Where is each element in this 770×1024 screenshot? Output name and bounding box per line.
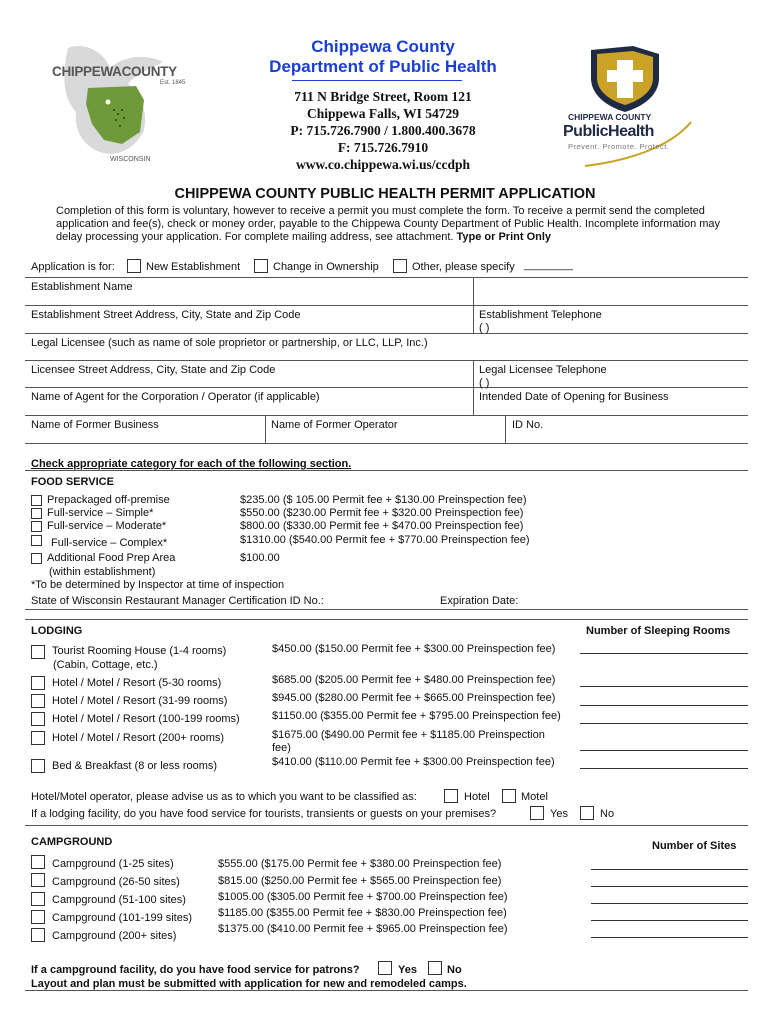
hotel-100-199-label: Hotel / Motel / Resort (100-199 rooms) <box>52 713 240 725</box>
prepackaged-label: Prepackaged off-premise <box>47 494 170 506</box>
full-service-simple-checkbox[interactable] <box>31 508 42 519</box>
hotel-31-99-checkbox[interactable] <box>31 694 45 708</box>
campground-food-no-label: No <box>447 964 462 976</box>
new-establishment-checkbox[interactable] <box>127 259 141 273</box>
tourist-rooming-rooms-blank[interactable] <box>580 653 748 654</box>
hotel-100-199-rooms-blank[interactable] <box>580 723 748 724</box>
address-line: Chippewa Falls, WI 54729 <box>306 106 460 121</box>
county-logo-text: CHIPPEWACOUNTY <box>52 64 177 79</box>
establishment-name-field[interactable]: Establishment Name <box>31 281 133 293</box>
lodging-food-no-checkbox[interactable] <box>580 806 594 820</box>
full-service-complex-fee: $1310.00 ($540.00 Permit fee + $770.00 Preinspection fee) <box>240 534 530 546</box>
campground-food-question: If a campground facility, do you have food service for patrons? <box>31 964 360 976</box>
county-logo <box>48 40 188 165</box>
campground-food-no-checkbox[interactable] <box>428 961 442 975</box>
campground-51-100-label: Campground (51-100 sites) <box>52 894 186 906</box>
other-specify-blank[interactable]: ________ <box>524 259 573 271</box>
eagle-wisconsin-logo-icon <box>48 40 188 165</box>
full-service-complex-checkbox[interactable] <box>31 535 42 546</box>
form-rule <box>25 360 748 361</box>
campground-51-100-sites-blank[interactable] <box>591 903 748 904</box>
full-service-moderate-label: Full-service – Moderate* <box>47 520 167 532</box>
phone-line: P: 715.726.7900 / 1.800.400.3678 <box>290 123 476 138</box>
lodging-food-no-label: No <box>600 808 615 820</box>
prepackaged-checkbox[interactable] <box>31 495 42 506</box>
hotel-label: Hotel <box>464 791 490 803</box>
lodging-heading: LODGING <box>31 625 83 637</box>
campground-200-plus-fee: $1375.00 ($410.00 Permit fee + $965.00 Preinspection fee) <box>218 923 508 935</box>
former-business-field[interactable]: Name of Former Business <box>31 419 159 431</box>
campground-26-50-fee: $815.00 ($250.00 Permit fee + $565.00 Preinspection fee) <box>218 875 502 887</box>
hotel-200-plus-fee-cont: fee) <box>272 742 291 754</box>
licensee-address-field[interactable]: Licensee Street Address, City, State and Zip Code <box>31 364 276 376</box>
hotel-5-30-fee: $685.00 ($205.00 Permit fee + $480.00 Preinspection fee) <box>272 674 556 686</box>
hotel-100-199-fee: $1150.00 ($355.00 Permit fee + $795.00 Preinspection fee) <box>272 710 561 722</box>
campground-200-plus-label: Campground (200+ sites) <box>52 930 177 942</box>
bed-breakfast-rooms-blank[interactable] <box>580 768 748 769</box>
page-title: CHIPPEWA COUNTY PUBLIC HEALTH PERMIT APPLICATION <box>174 186 596 202</box>
tourist-rooming-fee: $450.00 ($150.00 Permit fee + $300.00 Preinspection fee) <box>272 643 556 655</box>
bed-breakfast-label: Bed & Breakfast (8 or less rooms) <box>52 760 218 772</box>
full-service-moderate-checkbox[interactable] <box>31 521 42 532</box>
campground-food-yes-checkbox[interactable] <box>378 961 392 975</box>
campground-heading: CAMPGROUND <box>31 836 113 848</box>
inspector-note: *To be determined by Inspector at time of inspection <box>31 579 285 591</box>
bed-breakfast-fee: $410.00 ($110.00 Permit fee + $300.00 Preinspection fee) <box>272 756 555 768</box>
bed-breakfast-checkbox[interactable] <box>31 759 45 773</box>
hotel-200-plus-label: Hotel / Motel / Resort (200+ rooms) <box>52 732 225 744</box>
other-checkbox[interactable] <box>393 259 407 273</box>
within-establishment-note: (within establishment) <box>49 566 156 578</box>
layout-plan-note: Layout and plan must be submitted with application for new and remodeled camps. <box>31 978 467 990</box>
hotel-200-plus-rooms-blank[interactable] <box>580 750 748 751</box>
additional-food-prep-checkbox[interactable] <box>31 553 42 564</box>
section-rule <box>25 619 748 620</box>
shield-cross-icon <box>555 42 705 172</box>
lodging-food-yes-checkbox[interactable] <box>530 806 544 820</box>
classify-question: Hotel/Motel operator, please advise us as to which you want to be classified as: <box>31 791 417 803</box>
hotel-200-plus-fee: $1675.00 ($490.00 Permit fee + $1185.00 Preinspection <box>272 729 545 741</box>
additional-food-prep-fee: $100.00 <box>240 552 280 564</box>
campground-26-50-sites-blank[interactable] <box>591 886 748 887</box>
campground-101-199-sites-blank[interactable] <box>591 920 748 921</box>
lodging-food-yes-label: Yes <box>550 808 568 820</box>
hotel-100-199-checkbox[interactable] <box>31 712 45 726</box>
campground-101-199-fee: $1185.00 ($355.00 Permit fee + $830.00 Preinspection fee) <box>218 907 507 919</box>
address-line: 711 N Bridge Street, Room 121 <box>294 89 472 104</box>
change-ownership-label: Change in Ownership <box>273 261 379 273</box>
campground-food-yes-label: Yes <box>398 964 417 976</box>
campground-51-100-fee: $1005.00 ($305.00 Permit fee + $700.00 Preinspection fee) <box>218 891 508 903</box>
change-ownership-checkbox[interactable] <box>254 259 268 273</box>
campground-200-plus-checkbox[interactable] <box>31 928 45 942</box>
form-divider <box>265 415 266 443</box>
licensee-telephone-parens: ( ) <box>479 377 490 389</box>
form-rule <box>25 387 748 388</box>
check-category-heading: Check appropriate category for each of the following section. <box>31 458 352 470</box>
manager-cert-field[interactable]: State of Wisconsin Restaurant Manager Certification ID No.: <box>31 595 324 607</box>
section-rule <box>25 990 748 991</box>
new-establishment-label: New Establishment <box>146 261 241 273</box>
form-rule <box>25 333 748 334</box>
header-rule <box>292 80 462 81</box>
motel-checkbox[interactable] <box>502 789 516 803</box>
form-divider <box>473 360 474 415</box>
campground-1-25-sites-blank[interactable] <box>591 869 748 870</box>
hotel-checkbox[interactable] <box>444 789 458 803</box>
cabin-cottage-note: (Cabin, Cottage, etc.) <box>53 659 158 671</box>
campground-101-199-label: Campground (101-199 sites) <box>52 912 193 924</box>
establishment-telephone-parens: ( ) <box>479 322 490 334</box>
public-health-logo <box>555 42 705 172</box>
hotel-5-30-rooms-blank[interactable] <box>580 686 748 687</box>
full-service-simple-label: Full-service – Simple* <box>47 507 154 519</box>
ph-logo-tagline: Prevent. Promote. Protect. <box>568 142 670 151</box>
full-service-complex-label: Full-service – Complex* <box>51 537 168 549</box>
address-block <box>258 88 508 173</box>
street-address-field[interactable]: Establishment Street Address, City, State and Zip Code <box>31 309 301 321</box>
website-line: www.co.chippewa.wi.us/ccdph <box>295 157 471 172</box>
full-service-moderate-fee: $800.00 ($330.00 Permit fee + $470.00 Preinspection fee) <box>240 520 524 532</box>
county-logo-est: Est. 1845 <box>160 80 186 86</box>
form-divider <box>505 415 506 443</box>
former-operator-field[interactable]: Name of Former Operator <box>271 419 398 431</box>
additional-food-prep-label: Additional Food Prep Area <box>47 552 176 564</box>
food-service-heading: FOOD SERVICE <box>31 476 114 488</box>
intro-body: Completion of this form is voluntary, however to receive a permit you must complete the form. To receive a permit send the completed application and fee(s), check or money order, payable to the Chippewa County Department of Public Health. Incomplete information may delay processing your application. For complete mailing address, see attachment. <box>56 205 721 243</box>
campground-51-100-checkbox[interactable] <box>31 892 45 906</box>
licensee-telephone-field[interactable]: Legal Licensee Telephone <box>479 364 607 376</box>
number-of-sites-heading: Number of Sites <box>652 840 737 852</box>
application-for-label: Application is for: <box>31 261 115 273</box>
section-rule <box>25 609 748 610</box>
fax-line: F: 715.726.7910 <box>337 140 429 155</box>
hotel-31-99-fee: $945.00 ($280.00 Permit fee + $665.00 Preinspection fee) <box>272 692 556 704</box>
dept-name-line1: Chippewa County <box>311 37 455 56</box>
expiration-date-field[interactable]: Expiration Date: <box>440 595 519 607</box>
opening-date-field[interactable]: Intended Date of Opening for Business <box>479 391 669 403</box>
ph-logo-county: CHIPPEWA COUNTY <box>568 112 652 122</box>
other-label: Other, please specify <box>412 261 515 273</box>
hotel-31-99-rooms-blank[interactable] <box>580 705 748 706</box>
form-rule <box>25 305 748 306</box>
section-rule <box>25 825 748 826</box>
form-divider <box>473 277 474 333</box>
intro-type-or-print: Type or Print Only <box>456 231 552 243</box>
tourist-rooming-label: Tourist Rooming House (1-4 rooms) <box>52 645 227 657</box>
ph-logo-name: PublicHealth <box>563 123 654 140</box>
lodging-food-question: If a lodging facility, do you have food service for tourists, transients or guests on your premises? <box>31 808 497 820</box>
section-rule <box>25 470 748 471</box>
prepackaged-fee: $235.00 ($ 105.00 Permit fee + $130.00 Preinspection fee) <box>240 494 527 506</box>
campground-26-50-checkbox[interactable] <box>31 873 45 887</box>
legal-licensee-field[interactable]: Legal Licensee (such as name of sole proprietor or partnership, or LLC, LLP, Inc.) <box>31 337 428 349</box>
dept-name-line2: Department of Public Health <box>269 57 497 76</box>
hotel-200-plus-checkbox[interactable] <box>31 731 45 745</box>
id-no-field[interactable]: ID No. <box>512 419 544 431</box>
form-rule <box>25 443 748 444</box>
sleeping-rooms-heading: Number of Sleeping Rooms <box>586 625 731 637</box>
hotel-5-30-checkbox[interactable] <box>31 676 45 690</box>
establishment-telephone-field[interactable]: Establishment Telephone <box>479 309 602 321</box>
campground-1-25-label: Campground (1-25 sites) <box>52 858 174 870</box>
motel-label: Motel <box>521 791 548 803</box>
campground-1-25-checkbox[interactable] <box>31 855 45 869</box>
tourist-rooming-checkbox[interactable] <box>31 645 45 659</box>
hotel-31-99-label: Hotel / Motel / Resort (31-99 rooms) <box>52 695 228 707</box>
full-service-simple-fee: $550.00 ($230.00 Permit fee + $320.00 Preinspection fee) <box>240 507 524 519</box>
agent-name-field[interactable]: Name of Agent for the Corporation / Operator (if applicable) <box>31 391 320 403</box>
form-rule <box>25 415 748 416</box>
campground-1-25-fee: $555.00 ($175.00 Permit fee + $380.00 Preinspection fee) <box>218 858 502 870</box>
campground-101-199-checkbox[interactable] <box>31 910 45 924</box>
intro-text <box>56 205 746 244</box>
campground-200-plus-sites-blank[interactable] <box>591 937 748 938</box>
campground-26-50-label: Campground (26-50 sites) <box>52 876 180 888</box>
county-logo-state: WISCONSIN <box>110 156 151 163</box>
hotel-5-30-label: Hotel / Motel / Resort (5-30 rooms) <box>52 677 222 689</box>
form-rule <box>25 277 748 278</box>
